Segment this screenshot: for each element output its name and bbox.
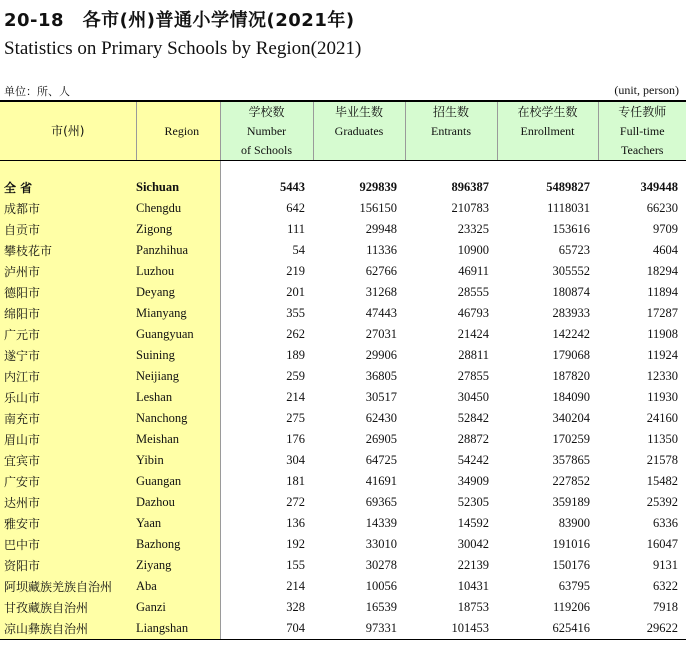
schools-value: 262 [286,327,305,341]
region-name-en: Yibin [136,450,220,471]
schools-value: 219 [286,264,305,278]
table-row [0,513,686,534]
table-row [0,198,686,219]
schools-value: 328 [286,600,305,614]
table-row [0,219,686,240]
primary-schools-table [0,100,686,640]
schools-value: 181 [286,474,305,488]
entrants-value: 28872 [457,432,489,446]
graduates-value: 36805 [365,369,397,383]
region-name-en: Nanchong [136,408,220,429]
graduates-value: 62430 [365,411,397,425]
schools-value: 176 [286,432,305,446]
enrollment-value: 119206 [552,600,590,614]
enrollment-value: 179068 [552,348,590,362]
region-name-en: Chengdu [136,198,220,219]
region-name-cn: 巴中市 [0,534,136,555]
spacer-row [0,161,686,178]
region-name-cn: 广安市 [0,471,136,492]
teachers-value: 9709 [653,222,678,236]
schools-value: 272 [286,495,305,509]
enrollment-value: 142242 [552,327,590,341]
enrollment-value: 184090 [552,390,590,404]
header-schools: 学校数 Number of Schools [220,101,313,161]
schools-value: 136 [286,516,305,530]
enrollment-value: 150176 [552,558,590,572]
teachers-value: 7918 [653,600,678,614]
table-row [0,492,686,513]
schools-value: 642 [286,201,305,215]
region-name-cn: 内江市 [0,366,136,387]
unit-label-cn: 单位：所、人 [4,85,70,98]
region-name-cn: 泸州市 [0,261,136,282]
teachers-value: 11930 [647,390,678,404]
entrants-value: 101453 [405,618,497,640]
table-row [0,345,686,366]
header-region-en: Region [136,101,220,161]
enrollment-value: 63795 [558,579,590,593]
teachers-value: 6322 [653,579,678,593]
table-row [0,429,686,450]
header-enrollment: 在校学生数 Enrollment [497,101,598,161]
region-name-cn: 攀枝花市 [0,240,136,261]
teachers-value: 11908 [647,327,678,341]
table-row [0,408,686,429]
table-row [0,450,686,471]
header-graduates: 毕业生数 Graduates [313,101,405,161]
region-name-en: Suining [136,345,220,366]
schools-value: 259 [286,369,305,383]
region-name-en: Panzhihua [136,240,220,261]
region-name-cn: 乐山市 [0,387,136,408]
region-name-en: Guangan [136,471,220,492]
table-row [0,576,686,597]
table-row [0,324,686,345]
page-title-en: Statistics on Primary Schools by Region(2021) [4,38,362,59]
graduates-value: 16539 [365,600,397,614]
schools-value: 155 [286,558,305,572]
entrants-value: 210783 [451,201,489,215]
teachers-value: 25392 [646,495,678,509]
entrants-value: 18753 [457,600,489,614]
region-name-cn: 遂宁市 [0,345,136,366]
teachers-value: 4604 [653,243,678,257]
teachers-value: 24160 [646,411,678,425]
graduates-value: 33010 [365,537,397,551]
entrants-value: 30042 [457,537,489,551]
entrants-value: 10431 [457,579,489,593]
region-name-en: Ziyang [136,555,220,576]
region-name-cn: 绵阳市 [0,303,136,324]
enrollment-value: 357865 [552,453,590,467]
enrollment-value: 359189 [552,495,590,509]
table-row-total [0,177,686,198]
enrollment-value: 180874 [552,285,590,299]
region-name-cn: 自贡市 [0,219,136,240]
region-name-en: Meishan [136,429,220,450]
unit-label-en: (unit, person) [614,83,679,97]
entrants-value: 896387 [451,180,489,194]
graduates-value: 10056 [365,579,397,593]
entrants-value: 14592 [457,516,489,530]
graduates-value: 929839 [359,180,397,194]
teachers-value: 12330 [646,369,678,383]
enrollment-value: 340204 [552,411,590,425]
entrants-value: 21424 [457,327,489,341]
entrants-value: 27855 [457,369,489,383]
region-name-en: Liangshan [136,618,220,640]
graduates-value: 62766 [365,264,397,278]
region-name-en: Ganzi [136,597,220,618]
region-name-en: Deyang [136,282,220,303]
region-name-en: Mianyang [136,303,220,324]
graduates-value: 30517 [365,390,397,404]
graduates-value: 69365 [365,495,397,509]
region-name-cn: 广元市 [0,324,136,345]
header-entrants: 招生数 Entrants [405,101,497,161]
header-city-cn: 市(州) [0,101,136,161]
schools-value: 304 [286,453,305,467]
header-row [0,101,686,161]
teachers-value: 11924 [647,348,678,362]
region-name-en: Sichuan [136,177,220,198]
teachers-value: 11350 [647,432,678,446]
region-name-en: Luzhou [136,261,220,282]
graduates-value: 97331 [313,618,405,640]
schools-value: 355 [286,306,305,320]
region-name-cn: 阿坝藏族羌族自治州 [0,576,136,597]
graduates-value: 41691 [365,474,397,488]
teachers-value: 17287 [646,306,678,320]
header-teachers: 专任教师 Full-time Teachers [598,101,686,161]
enrollment-value: 5489827 [546,180,590,194]
schools-value: 214 [286,390,305,404]
table-row [0,597,686,618]
teachers-value: 66230 [646,201,678,215]
table-row [0,282,686,303]
region-name-cn: 雅安市 [0,513,136,534]
enrollment-value: 625416 [497,618,598,640]
enrollment-value: 191016 [552,537,590,551]
region-name-cn: 达州市 [0,492,136,513]
enrollment-value: 1118031 [547,201,590,215]
table-row [0,366,686,387]
region-name-en: Guangyuan [136,324,220,345]
entrants-value: 30450 [457,390,489,404]
graduates-value: 27031 [365,327,397,341]
region-name-cn: 南充市 [0,408,136,429]
teachers-value: 9131 [653,558,678,572]
graduates-value: 26905 [365,432,397,446]
enrollment-value: 65723 [558,243,590,257]
table-row [0,471,686,492]
enrollment-value: 227852 [552,474,590,488]
enrollment-value: 187820 [552,369,590,383]
entrants-value: 10900 [457,243,489,257]
teachers-value: 6336 [653,516,678,530]
entrants-value: 52305 [457,495,489,509]
region-name-cn: 德阳市 [0,282,136,303]
entrants-value: 23325 [457,222,489,236]
region-name-en: Neijiang [136,366,220,387]
table-row [0,261,686,282]
graduates-value: 31268 [365,285,397,299]
entrants-value: 46911 [458,264,489,278]
enrollment-value: 153616 [552,222,590,236]
teachers-value: 15482 [646,474,678,488]
schools-value: 5443 [280,180,305,194]
schools-value: 189 [286,348,305,362]
region-name-cn: 资阳市 [0,555,136,576]
entrants-value: 22139 [457,558,489,572]
region-name-en: Zigong [136,219,220,240]
table-row [0,240,686,261]
region-name-en: Bazhong [136,534,220,555]
graduates-value: 156150 [359,201,397,215]
region-name-cn: 凉山彝族自治州 [0,618,136,640]
teachers-value: 349448 [640,180,678,194]
schools-value: 201 [286,285,305,299]
entrants-value: 28811 [458,348,489,362]
schools-value: 214 [286,579,305,593]
teachers-value: 29622 [598,618,686,640]
entrants-value: 52842 [457,411,489,425]
enrollment-value: 283933 [552,306,590,320]
entrants-value: 54242 [457,453,489,467]
table-row [0,534,686,555]
graduates-value: 14339 [365,516,397,530]
entrants-value: 46793 [457,306,489,320]
region-name-en: Leshan [136,387,220,408]
enrollment-value: 83900 [558,516,590,530]
teachers-value: 11894 [647,285,678,299]
region-name-cn: 全 省 [0,177,136,198]
schools-value: 54 [292,243,305,257]
table-row [0,303,686,324]
schools-value: 704 [220,618,313,640]
teachers-value: 16047 [646,537,678,551]
graduates-value: 64725 [365,453,397,467]
table-row [0,618,686,640]
region-name-cn: 成都市 [0,198,136,219]
graduates-value: 11336 [366,243,397,257]
region-name-en: Dazhou [136,492,220,513]
region-name-en: Yaan [136,513,220,534]
enrollment-value: 305552 [552,264,590,278]
enrollment-value: 170259 [552,432,590,446]
graduates-value: 29948 [365,222,397,236]
schools-value: 111 [287,222,305,236]
schools-value: 192 [286,537,305,551]
table-row [0,387,686,408]
schools-value: 275 [286,411,305,425]
teachers-value: 18294 [646,264,678,278]
region-name-cn: 甘孜藏族自治州 [0,597,136,618]
entrants-value: 28555 [457,285,489,299]
region-name-cn: 眉山市 [0,429,136,450]
region-name-cn: 宜宾市 [0,450,136,471]
graduates-value: 29906 [365,348,397,362]
teachers-value: 21578 [646,453,678,467]
region-name-en: Aba [136,576,220,597]
graduates-value: 30278 [365,558,397,572]
entrants-value: 34909 [457,474,489,488]
table-row [0,555,686,576]
page-title-cn: 20-18 各市(州)普通小学情况(2021年) [4,10,355,31]
graduates-value: 47443 [365,306,397,320]
